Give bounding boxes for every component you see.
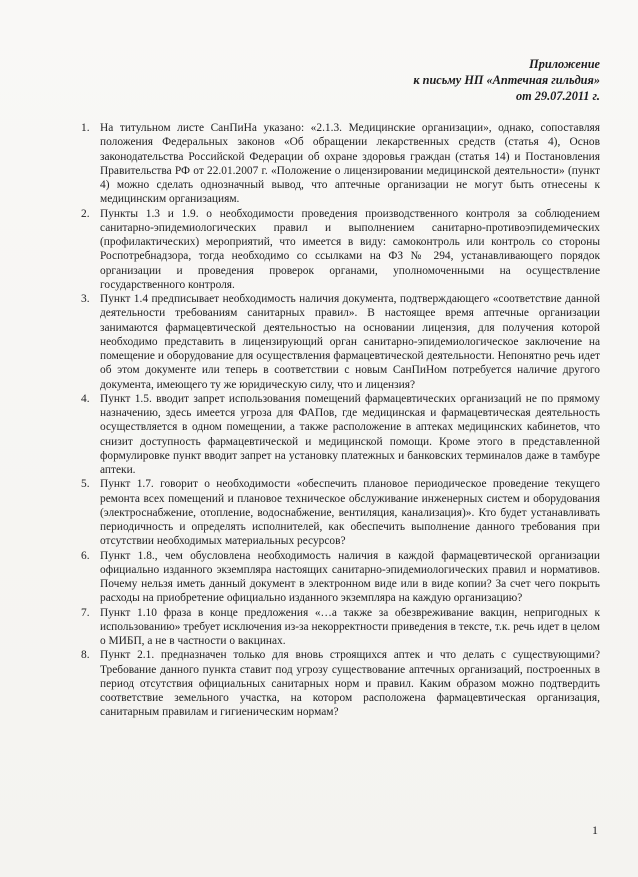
header-line-date: от 29.07.2011 г. [516,89,600,103]
item-number: 5. [81,478,90,491]
list-item [81,549,600,606]
list-item [81,606,600,649]
header-line-letter: к письму НП «Аптечная гильдия» [413,73,600,87]
page-number: 1 [592,823,598,837]
list-item [81,207,600,293]
item-text: Пункты 1.3 и 1.9. о необходимости проведения производственного контроля за соблюдением санитарно-эпидемиологических правил и выполнением санитарно-противоэпидемических (профилактических) мероприятий, что имеется в виду: самоконтроль или контроль со стороны Роспотребнадзора, тогда необходимо со ссылками на ФЗ № 294, устанавливающего порядок организации и проведения проверок органами, уполномоченными на осуществление государственного контроля. [100,207,600,291]
item-number: 6. [81,549,90,562]
item-text: Пункт 1.7. говорит о необходимости «обеспечить плановое периодическое проведение текущего ремонта всех помещений и плановое техническое обслуживание инженерных систем и оборудования (электроснабжение, отопление, водоснабжение, вентиляция, канализация)». Кто будет устанавливать периодичность и определять исполнителей, как обеспечить выполнение данного требования при отсутствии необходимых материальных ресурсов? [100,478,600,548]
item-text: Пункт 1.5. вводит запрет использования помещений фармацевтических организаций не по прямому назначению, здесь имеется угроза для ФАПов, где медицинская и фармацевтическая деятельность осуществляется в одном помещении, а также расположение в аптеках медицинских кабинетов, что снизит доступность фармацевтической и медицинской помощи. Кроме этого в представленной формулировке пункт вводит запрет на установку платежных и банковских терминалов даже в тамбуре аптеки. [100,392,600,476]
list-item [81,648,600,719]
item-text: Пункт 1.8., чем обусловлена необходимость наличия в каждой фармацевтической организации официально изданного экземпляра настоящих санитарно-эпидемиологических правил и нормативов. Почему нельзя иметь данный документ в электронном виде или в виде копии? За счет чего покрыть расходы на приобретение официально изданного экземпляра на каждую организацию? [100,549,600,605]
header-line-attachment: Приложение [529,57,600,71]
list-item [81,392,600,478]
item-text: Пункт 1.4 предписывает необходимость наличия документа, подтверждающего «соответствие данной деятельности требованиям санитарных правил». В настоящее время аптечные организации занимаются фармацевтической деятельностью на основании лицензия, для получения которой необходимо представить в лицензирующий орган санитарно-эпидемиологическое заключение на помещение и оборудование для осуществления фармацевтической деятельности. Непонятно речь идет об этом документе или теперь в соответствии с новым СанПиНом потребуется наличие другого документа, имеющего ту же юридическую силу, что и лицензия? [100,293,600,391]
item-number: 7. [81,606,90,619]
list-item [81,477,600,548]
item-text: На титульном листе СанПиНа указано: «2.1.3. Медицинские организации», однако, сопоставляя положения Федеральных законов «Об обращении лекарственных средств (статья 4), Основ законодательства Российской Федерации об охране здоровья граждан (статья 14) и Постановления Правительства РФ от 22.01.2007 г. «Положение о лицензировании медицинской деятельности» (пункт 4) можно сделать однозначный вывод, что аптечные организации не могут быть отнесены к медицинским организациям. [100,122,600,206]
remarks-list [81,121,600,720]
attachment-header [413,56,600,104]
item-number: 4. [81,392,90,405]
item-number: 1. [81,122,90,134]
list-item [81,121,600,207]
list-item [81,292,600,392]
item-text: Пункт 2.1. предназначен только для вновь строящихся аптек и что делать с существующими? Требование данного пункта ставит под угрозу существование аптечных организаций, построенных в период отсутствия официальных санитарных норм и правил. Каким образом можно подтвердить соответствие земельного участка, на котором расположена фармацевтическая организация, санитарным правилам и гигиеническим нормам? [100,649,600,719]
item-number: 8. [81,649,90,662]
item-text: Пункт 1.10 фраза в конце предложения «…а также за обезвреживание вакцин, непригодных к использованию» требует исключения из-за некорректности приведения в тексте, т.к. речь идет в целом о МИБП, а не в частности о вакцинах. [100,606,600,647]
item-number: 2. [81,207,90,220]
item-number: 3. [81,293,90,305]
